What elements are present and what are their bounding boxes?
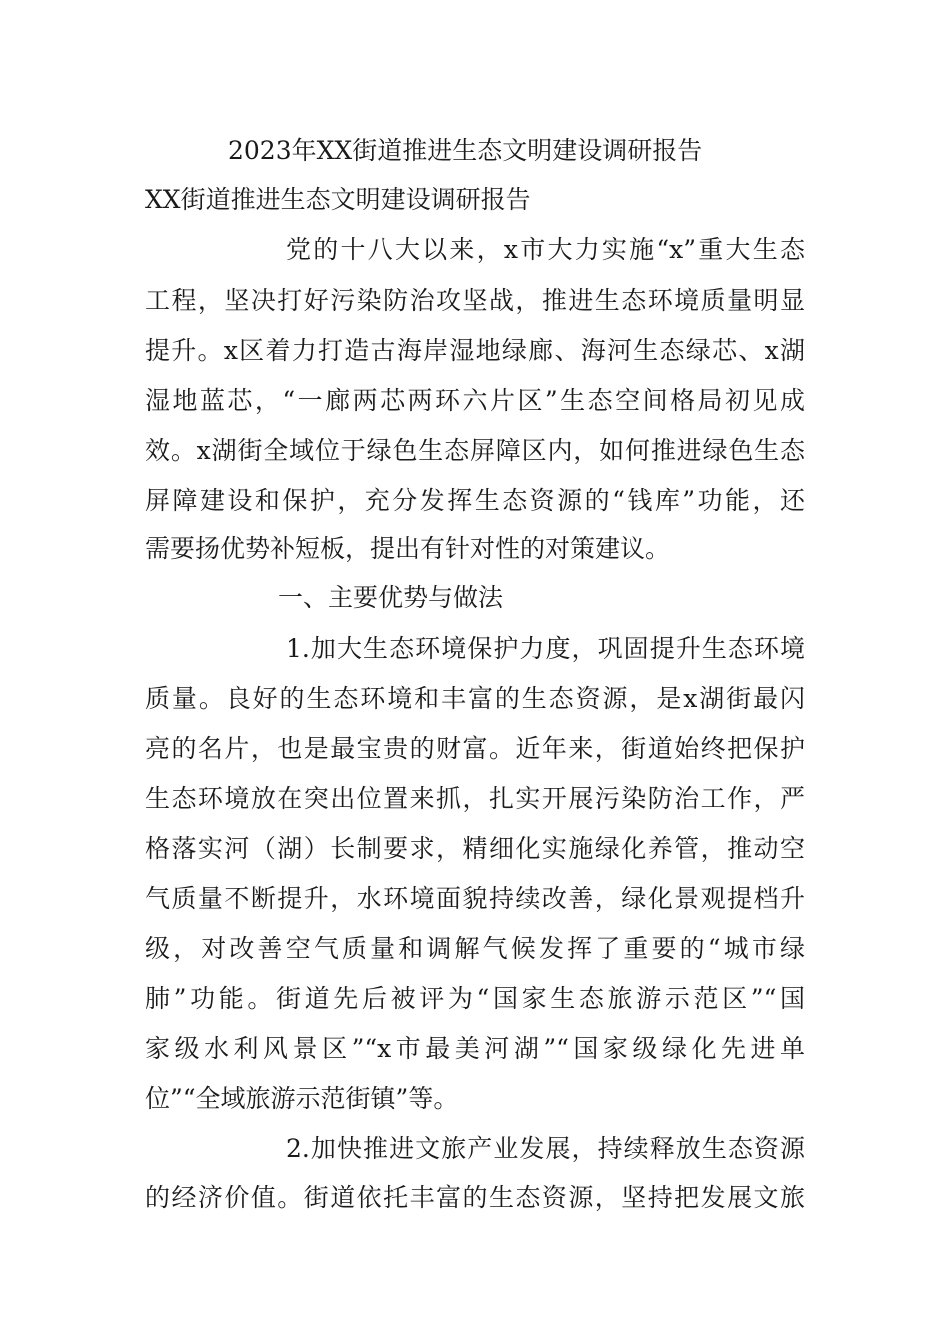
paragraph-line: 2.加快推进文旅产业发展，持续释放生态资源 — [286, 1134, 805, 1163]
paragraph-line: 生态环境放在突出位置来抓，扎实开展污染防治工作，严 — [145, 784, 805, 813]
paragraph-line: 级，对改善空气质量和调解气候发挥了重要的“城市绿 — [145, 934, 805, 963]
paragraph-line: 亮的名片，也是最宝贵的财富。近年来，街道始终把保护 — [145, 734, 805, 763]
section-heading: 一、主要优势与做法 — [278, 583, 504, 612]
paragraph-line: 屏障建设和保护，充分发挥生态资源的“钱库”功能，还 — [145, 486, 805, 515]
paragraph-line: 提升。x区着力打造古海岸湿地绿廊、海河生态绿芯、x湖 — [145, 336, 805, 365]
paragraph-line: 格落实河（湖）长制要求，精细化实施绿化养管，推动空 — [145, 834, 805, 863]
paragraph-line: 质量。良好的生态环境和丰富的生态资源，是x湖街最闪 — [145, 684, 805, 713]
paragraph-line: 家级水利风景区”“x市最美河湖”“国家级绿化先进单 — [145, 1034, 805, 1063]
paragraph-line: 的经济价值。街道依托丰富的生态资源，坚持把发展文旅 — [145, 1183, 805, 1212]
paragraph-line: 1.加大生态环境保护力度，巩固提升生态环境 — [286, 634, 805, 663]
paragraph-line: 肺”功能。街道先后被评为“国家生态旅游示范区”“国 — [145, 984, 805, 1013]
paragraph-line: 位”“全域旅游示范街镇”等。 — [145, 1084, 459, 1113]
document-subtitle: XX街道推进生态文明建设调研报告 — [145, 185, 531, 214]
paragraph-line: 需要扬优势补短板，提出有针对性的对策建议。 — [145, 534, 671, 563]
paragraph-line: 工程，坚决打好污染防治攻坚战，推进生态环境质量明显 — [145, 286, 805, 315]
paragraph-line: 气质量不断提升，水环境面貌持续改善，绿化景观提档升 — [145, 884, 805, 913]
document-title: 2023年XX街道推进生态文明建设调研报告 — [228, 136, 703, 165]
paragraph-line: 党的十八大以来，x市大力实施“x”重大生态 — [286, 235, 805, 264]
paragraph-line: 湿地蓝芯，“一廊两芯两环六片区”生态空间格局初见成 — [145, 386, 805, 415]
paragraph-line: 效。x湖街全域位于绿色生态屏障区内，如何推进绿色生态 — [145, 436, 805, 465]
